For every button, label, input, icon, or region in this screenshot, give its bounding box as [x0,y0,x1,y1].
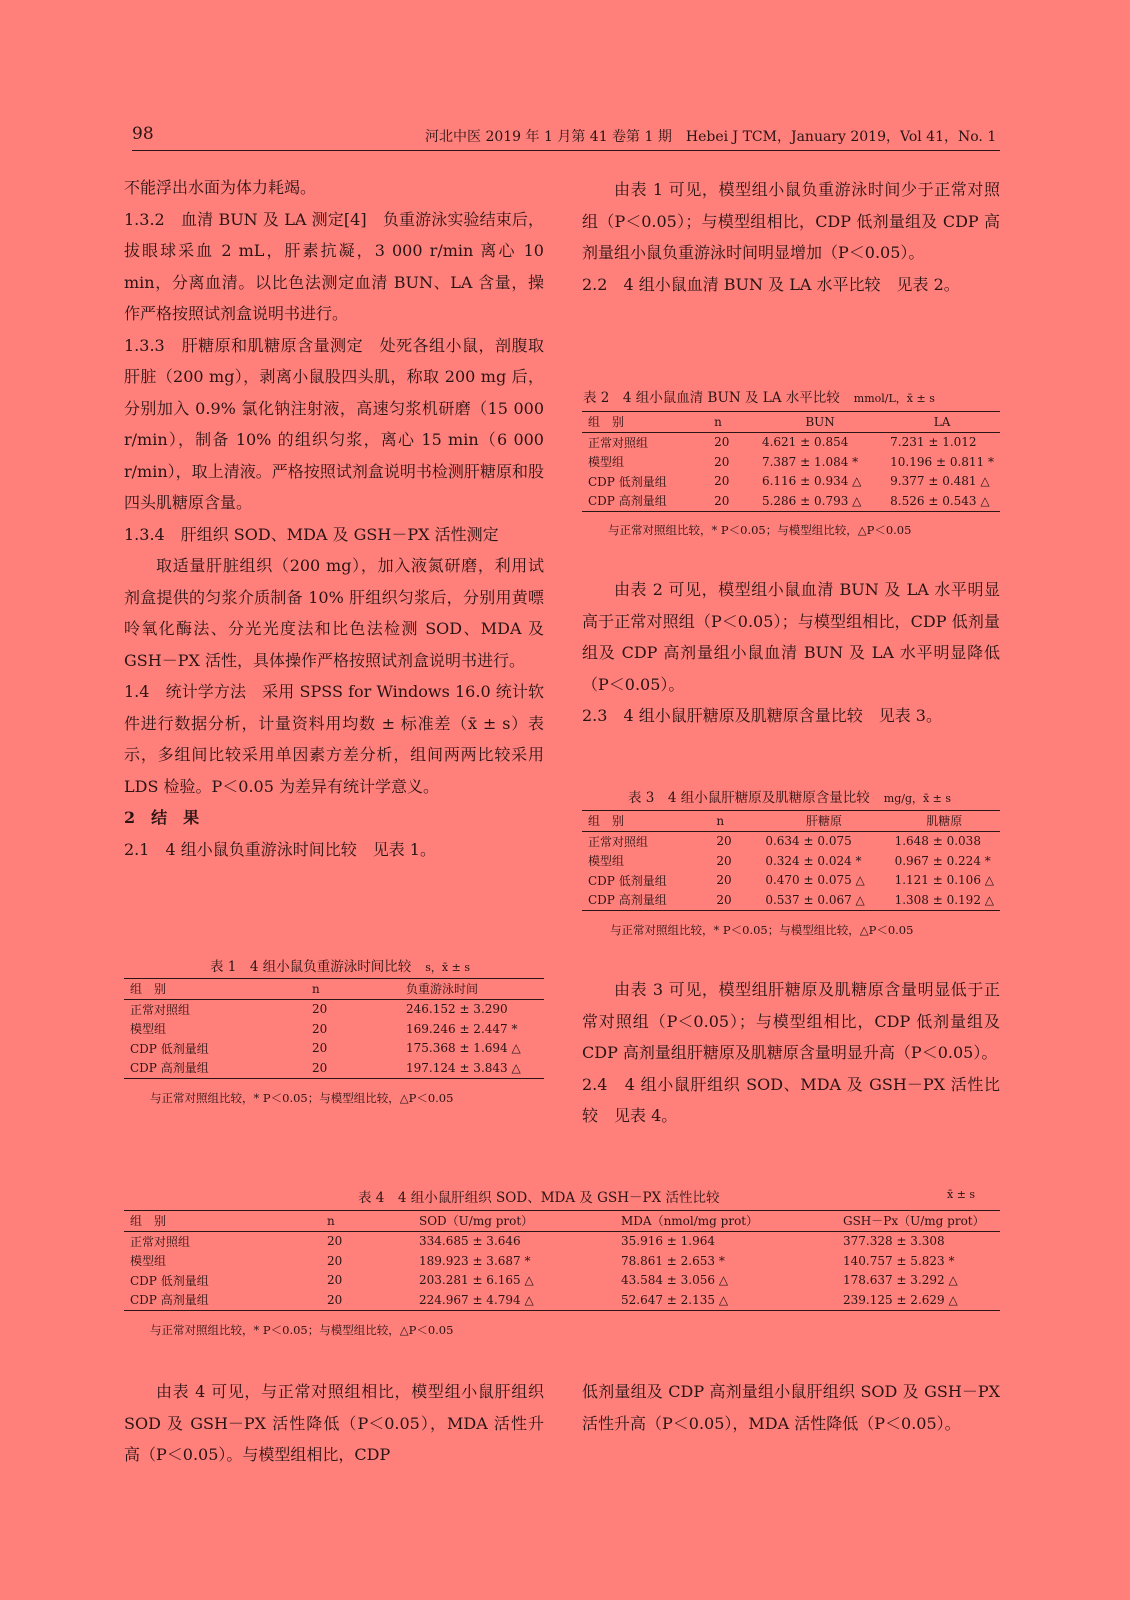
table2-header: 组 别 [588,415,625,430]
table2 [582,411,1000,512]
table-cell: CDP 低剂量组 [588,873,667,888]
table-cell: 10.196 ± 0.811 * [890,454,994,469]
table-cell: CDP 高剂量组 [588,494,667,509]
table4-header: n [327,1213,335,1228]
section-2-2: 2.2 4 组小鼠血清 BUN 及 LA 水平比较 见表 2。 [582,274,960,294]
table4-header: GSH－Px（U/mg prot） [843,1214,985,1229]
table-cell: 20 [714,454,730,469]
table-cell: CDP 低剂量组 [130,1273,209,1288]
table-cell: 140.757 ± 5.823 * [843,1253,955,1268]
table3-unit: mg/g，x̄ ± s [883,792,952,805]
bottom-right-text [582,1376,1000,1439]
paragraph: 由表 1 可见，模型组小鼠负重游泳时间少于正常对照组（P＜0.05）；与模型组相比，CDP 低剂量组及 CDP 高剂量组小鼠负重游泳时间明显增加（P＜0.05）。 [582,180,1000,262]
page-number: 98 [132,124,154,144]
section-1-4: 1.4 统计学方法 采用 SPSS for Windows 16.0 统计软件进行数据分析，计量资料用均数 ± 标准差（x̄ ± s）表示，多组间比较采用单因素方差分析，组间两两比较采用 LDS 检验。P＜0.05 为差异有统计学意义。 [124,682,544,796]
table-cell: 20 [716,892,732,907]
table-cell: 9.377 ± 0.481 △ [890,474,990,489]
table-cell: 正常对照组 [130,1234,191,1249]
table2-title: 表 2 4 组小鼠血清 BUN 及 LA 水平比较 [583,390,840,406]
table3-header: 肝糖原 [805,814,842,829]
table-cell: 377.328 ± 3.308 [843,1234,945,1249]
table-cell: 20 [714,493,730,508]
table-cell: 20 [327,1234,343,1249]
table-cell: 224.967 ± 4.794 △ [419,1292,534,1307]
table1-caption [210,955,470,975]
table-cell: 4.621 ± 0.854 [761,435,849,450]
table-cell: 模型组 [130,1254,167,1269]
bottom-left-text [124,1376,544,1471]
table-cell: 78.861 ± 2.653 * [621,1253,725,1268]
table-cell: 7.231 ± 1.012 [890,435,977,450]
table-cell: 6.116 ± 0.934 △ [761,474,862,489]
paragraph: 由表 2 可见，模型组小鼠血清 BUN 及 LA 水平明显高于正常对照组（P＜0.05）；与模型组相比，CDP 低剂量组及 CDP 高剂量组小鼠血清 BUN 及 LA 水平明显降低（P＜0.05）。 [582,580,1000,694]
table-row [124,1231,1000,1251]
table-cell: CDP 高剂量组 [130,1061,209,1076]
table1-title: 表 1 4 组小鼠负重游泳时间比较 [210,959,412,975]
table-row [124,1251,1000,1271]
table-cell: 0.967 ± 0.224 * [894,853,991,868]
table2-header: n [714,414,722,429]
section-2-heading: 2 结 果 [124,808,200,827]
table1-unit: s，x̄ ± s [425,961,470,974]
table4 [124,1210,1000,1311]
paragraph: 不能浮出水面为体力耗竭。 [124,178,317,197]
table-row [582,851,1000,871]
table-cell: 0.470 ± 0.075 △ [765,873,865,888]
table1 [124,978,544,1079]
table-cell: 5.286 ± 0.793 △ [761,493,862,508]
table-cell: 正常对照组 [588,435,649,450]
table3 [582,810,1000,911]
table-cell: 模型组 [588,455,625,470]
table-cell: 20 [714,474,730,489]
table-cell: 178.637 ± 3.292 △ [843,1273,958,1288]
table-row [582,452,1000,472]
table-cell: 35.916 ± 1.964 [621,1234,716,1249]
table-cell: 20 [312,1021,328,1036]
table-cell: 0.324 ± 0.024 * [765,853,862,868]
table4-unit: x̄ ± s [947,1188,976,1201]
table-row [582,831,1000,851]
table-row [124,1058,544,1078]
table2-caption [583,386,935,406]
table-cell: CDP 高剂量组 [130,1293,209,1308]
section-1-3-3: 1.3.3 肝糖原和肌糖原含量测定 处死各组小鼠，剖腹取肝脏（200 mg），剥离小鼠股四头肌，称取 200 mg 后，分别加入 0.9% 氯化钠注射液，高速匀浆机研磨（15 000 r/min），制备 10% 的组织匀浆，离心 15 min（6 000 r/min），取上清液。严格按照试剂盒说明书检测肝糖原和股四头肌糖原含量。 [124,335,544,512]
table-cell: 169.246 ± 2.447 * [406,1021,518,1036]
table-row [124,1039,544,1059]
table-cell: 239.125 ± 2.629 △ [843,1292,958,1307]
table2-header: LA [933,414,951,429]
table-cell: 1.308 ± 0.192 △ [894,892,994,907]
table-cell: 189.923 ± 3.687 * [419,1253,531,1268]
table-cell: 20 [312,1002,328,1017]
section-1-3-4-body: 取适量肝脏组织（200 mg），加入液氮研磨，利用试剂盒提供的匀浆介质制备 10% 肝组织匀浆后，分别用黄嘌呤氧化酶法、分光光度法和比色法检测 SOD、MDA 及 GSH－PX 活性，具体操作严格按照试剂盒说明书进行。 [124,556,544,670]
paragraph: 低剂量组及 CDP 高剂量组小鼠肝组织 SOD 及 GSH－PX 活性升高（P＜0.05），MDA 活性降低（P＜0.05）。 [582,1382,1000,1433]
table3-caption [628,786,951,806]
table-cell: CDP 高剂量组 [588,893,667,908]
paragraph: 由表 3 可见，模型组肝糖原及肌糖原含量明显低于正常对照组（P＜0.05）；与模型组相比，CDP 低剂量组及 CDP 高剂量组肝糖原及肌糖原含量明显升高（P＜0.05）。 [582,980,1000,1062]
table-cell: 175.368 ± 1.694 △ [406,1041,521,1056]
right-column-a [582,174,1000,300]
table-cell: 1.648 ± 0.038 [894,834,981,849]
table-cell: 20 [716,873,732,888]
table-cell: 20 [716,853,732,868]
table-cell: CDP 低剂量组 [130,1041,209,1056]
table3-footnote: 与正常对照组比较，* P＜0.05；与模型组比较，△P＜0.05 [610,923,914,937]
table2-header: BUN [805,414,835,429]
table3-header: 组 别 [588,814,625,829]
table-cell: 20 [327,1253,343,1268]
table3-title: 表 3 4 组小鼠肝糖原及肌糖原含量比较 [628,790,870,806]
table-row [124,999,544,1019]
table-cell: 正常对照组 [588,834,649,849]
table-cell: 20 [714,435,730,450]
table-row [124,1019,544,1039]
table3-header: n [716,813,725,828]
header-rule [132,150,1000,151]
table-cell: 203.281 ± 6.165 △ [419,1273,534,1288]
table2-footnote: 与正常对照组比较，* P＜0.05；与模型组比较，△P＜0.05 [608,523,912,537]
table4-footnote: 与正常对照组比较，* P＜0.05；与模型组比较，△P＜0.05 [150,1323,454,1337]
section-1-3-2: 1.3.2 血清 BUN 及 LA 测定[4] 负重游泳实验结束后，拔眼球采血 2 mL，肝素抗凝，3 000 r/min 离心 10 min，分离血清。以比色法测定血清 BUN、LA 含量，操作严格按照试剂盒说明书进行。 [124,209,544,323]
left-column-upper [124,172,544,865]
table4-header: MDA（nmol/mg prot） [621,1214,759,1229]
table-row [124,1271,1000,1291]
table-cell: CDP 低剂量组 [588,474,667,489]
table1-header: 组 别 [130,982,167,997]
table-cell: 334.685 ± 3.646 [419,1234,521,1249]
journal-header: 河北中医 2019 年 1 月第 41 卷第 1 期 Hebei J TCM，January 2019，Vol 41，No. 1 [425,129,997,145]
table-cell: 43.584 ± 3.056 △ [621,1273,729,1288]
table-cell: 20 [327,1292,343,1307]
table-cell: 20 [312,1060,328,1075]
section-1-3-4-heading: 1.3.4 肝组织 SOD、MDA 及 GSH－PX 活性测定 [124,524,499,544]
table-row [582,890,1000,910]
table-cell: 模型组 [130,1022,167,1037]
table-row [582,472,1000,492]
table-row [582,871,1000,891]
table4-header: 组 别 [130,1214,167,1229]
table-cell: 1.121 ± 0.106 △ [894,873,994,888]
table-cell: 20 [312,1041,328,1056]
table-cell: 7.387 ± 1.084 * [761,454,859,469]
table3-header: 肌糖原 [926,814,963,829]
table-cell: 模型组 [588,854,625,869]
table-cell: 20 [716,834,732,849]
table4-header: SOD（U/mg prot） [419,1214,534,1229]
table-cell: 正常对照组 [130,1002,191,1017]
table-cell: 197.124 ± 3.843 △ [406,1060,521,1075]
table1-header: n [312,981,320,996]
table-row [582,491,1000,511]
table-row [124,1290,1000,1310]
table-cell: 246.152 ± 3.290 [406,1002,508,1017]
table-cell: 20 [327,1273,343,1288]
table-cell: 0.537 ± 0.067 △ [765,892,865,907]
paragraph: 由表 4 可见，与正常对照组相比，模型组小鼠肝组织 SOD 及 GSH－PX 活性降低（P＜0.05），MDA 活性升高（P＜0.05）。与模型组相比，CDP [124,1382,544,1464]
table-cell: 8.526 ± 0.543 △ [890,493,990,508]
table1-footnote: 与正常对照组比较，* P＜0.05；与模型组比较，△P＜0.05 [150,1091,454,1105]
right-column-b [582,574,1000,732]
right-column-c [582,974,1000,1132]
table4-caption: 表 4 4 组小鼠肝组织 SOD、MDA 及 GSH－PX 活性比较 [358,1190,720,1206]
section-2-3: 2.3 4 组小鼠肝糖原及肌糖原含量比较 见表 3。 [582,706,942,725]
table1-header: 负重游泳时间 [406,982,479,997]
table-row [582,432,1000,452]
table-cell: 0.634 ± 0.075 [765,834,852,849]
section-2-1: 2.1 4 组小鼠负重游泳时间比较 见表 1。 [124,839,436,859]
section-2-4: 2.4 4 组小鼠肝组织 SOD、MDA 及 GSH－PX 活性比较 见表 4。 [582,1074,1000,1125]
table-cell: 52.647 ± 2.135 △ [621,1292,729,1307]
table2-unit: mmol/L，x̄ ± s [853,392,935,405]
